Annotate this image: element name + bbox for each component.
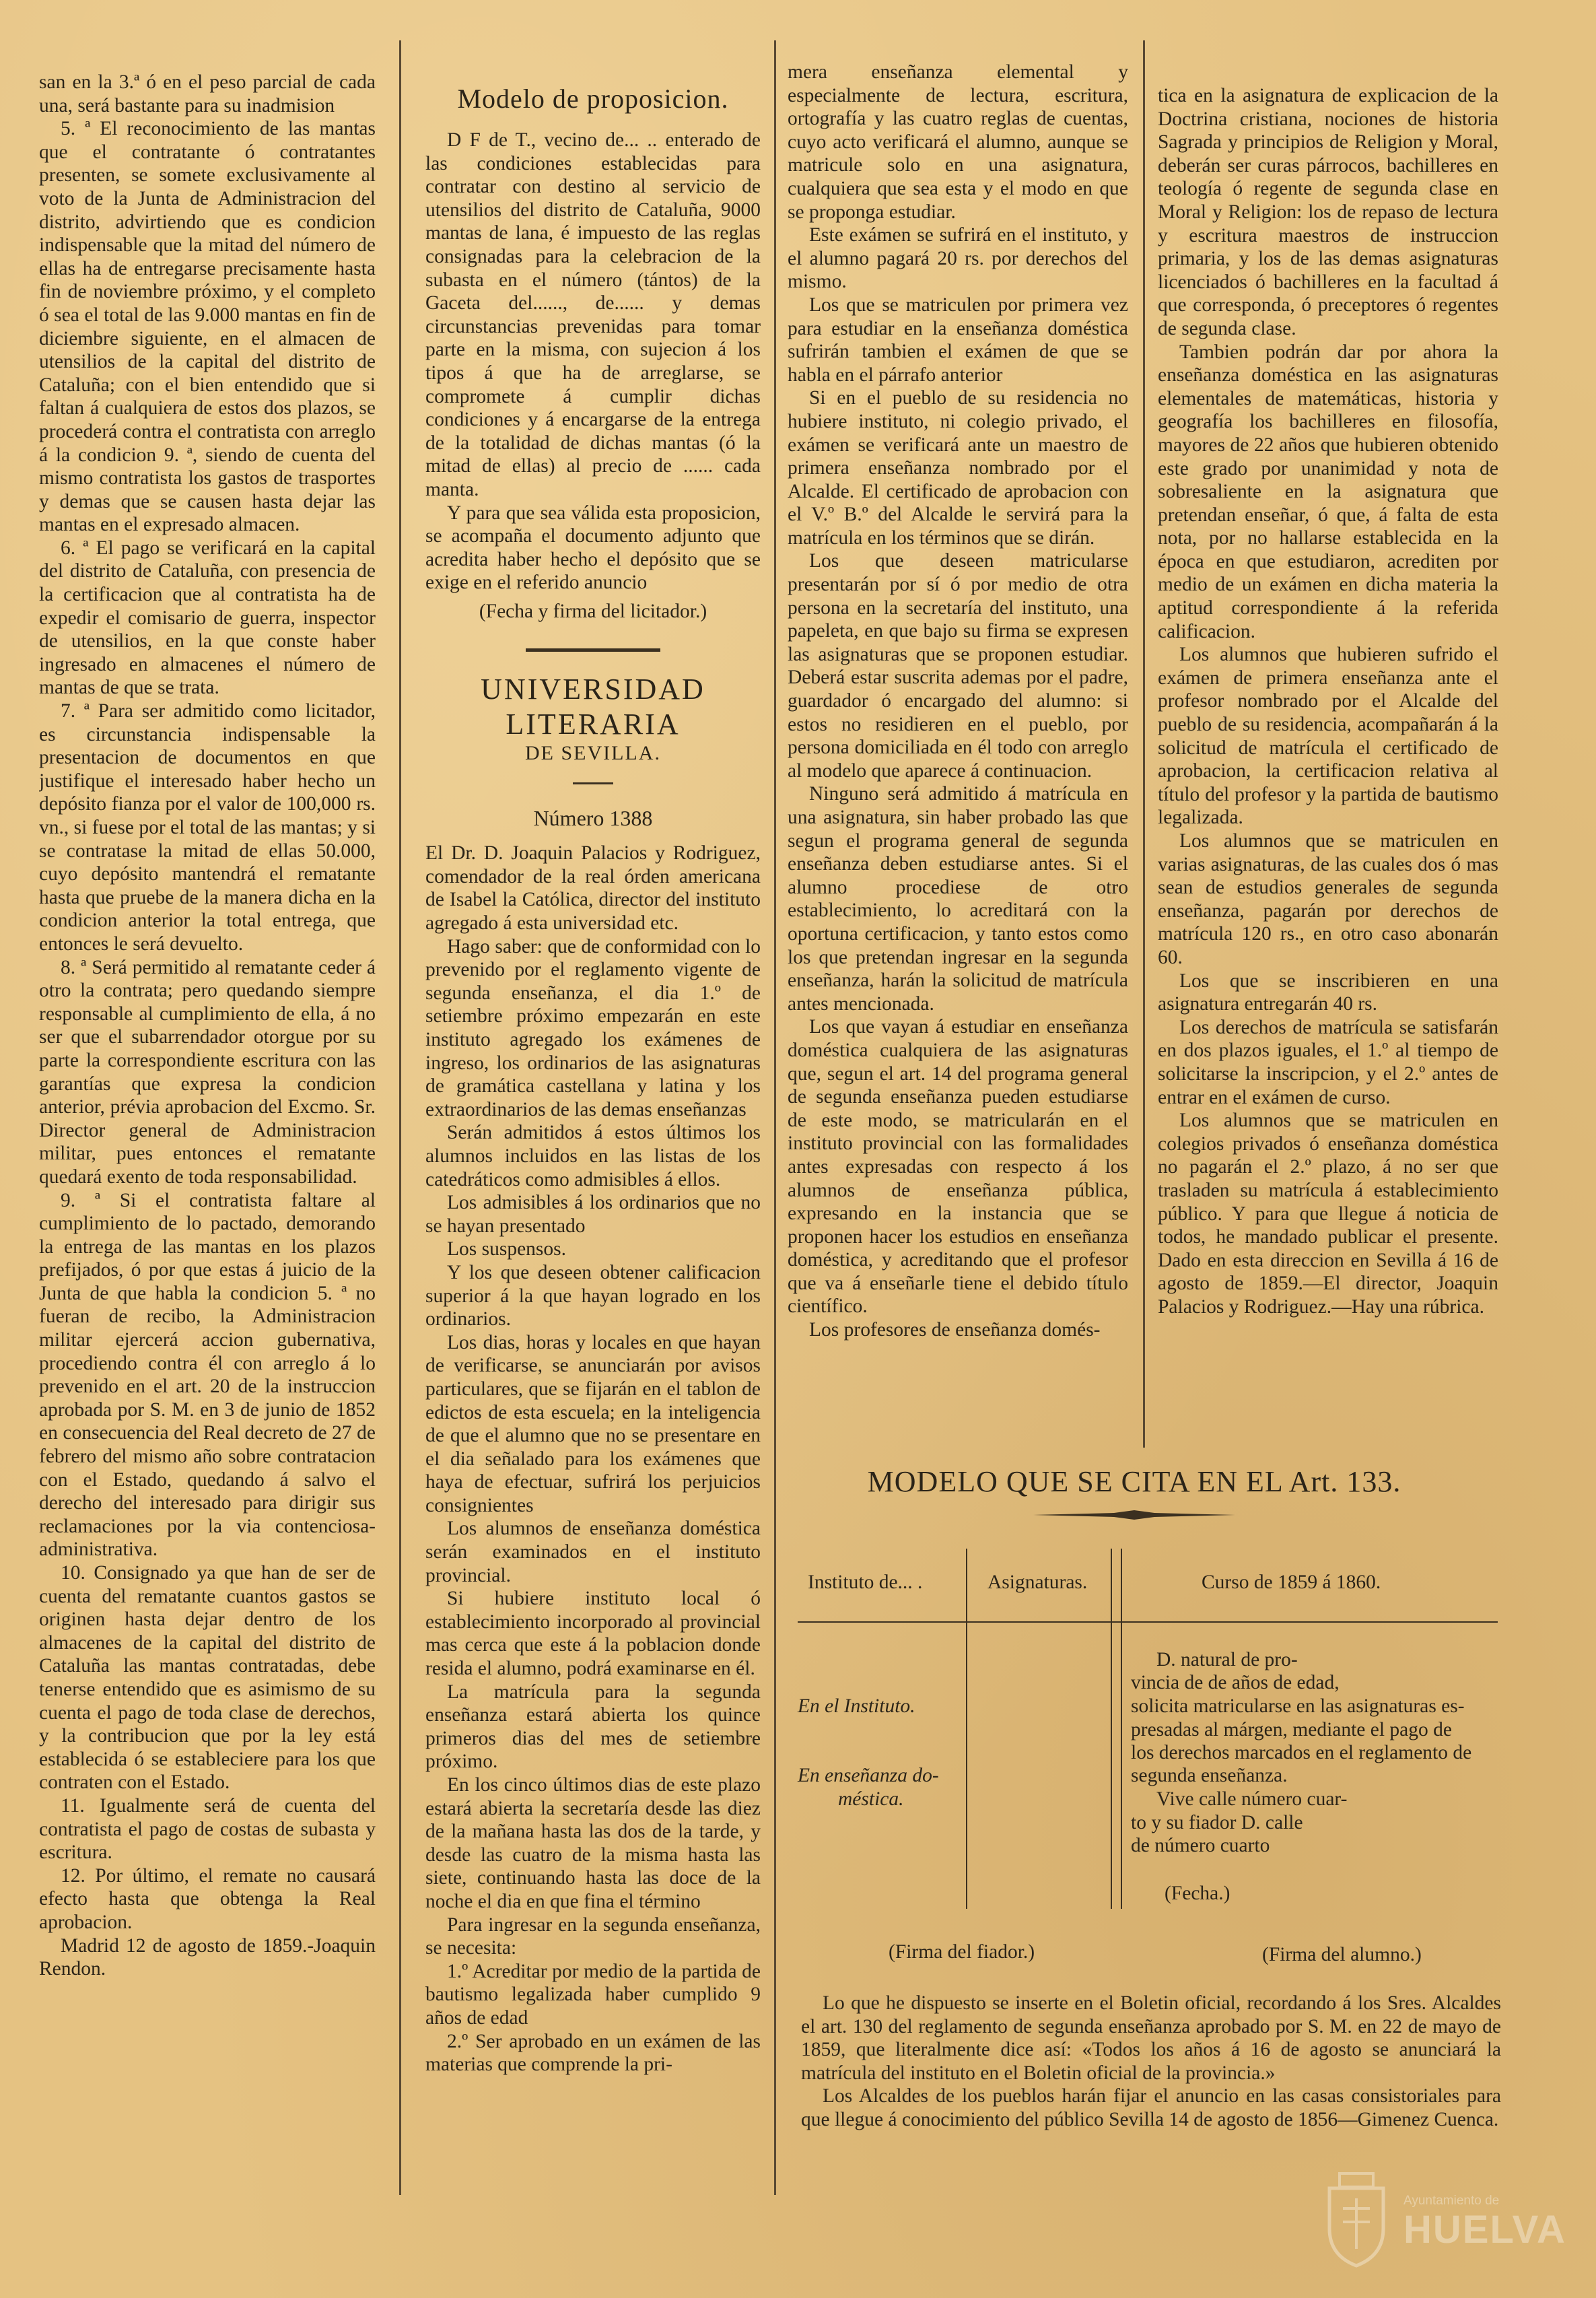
university-subtitle: DE SEVILLA. <box>525 742 661 765</box>
paragraph: Si hubiere instituto local ó establecimiento incorporado al provincial mas cerca que este á la poblacion donde resida el alumno, podrá examinarse en él. <box>425 1588 761 1680</box>
paragraph: Ninguno será admitido á matrícula en una asignatura, sin haber probado las que segun el programa general de segunda enseñanza deben estudiarse antes. Si el alumno procediese de otro establecimiento, lo acreditará con la oportuna certificacion, y tanto estos como los que pretendan ingresar en la segunda enseñanza, harán la solicitud de matrícula antes mencionada. <box>788 783 1128 1015</box>
paragraph: Los alumnos que hubieren sufrido el exámen de primera enseñanza ante el profesor nombrado por el Alcalde del pueblo de su residencia, acompañarán á la solicitud de matrícula el certificado de aprobacion, la certificacion relativa al título del profesor y la partida de bautismo legalizada. <box>1158 644 1498 829</box>
stamp-line-1: Ayuntamiento de <box>1403 2194 1500 2208</box>
paragraph: Los profesores de enseñanza domés- <box>809 1319 1101 1341</box>
paragraph: Los alumnos de enseñanza doméstica serán examinados en el instituto provincial. <box>425 1518 761 1586</box>
table-rule <box>1111 1549 1112 1909</box>
paragraph: tica en la asignatura de explicacion de la Doctrina cristiana, nociones de historia Sagrada y principios de Religion y Moral, deberán ser curas párrocos, bachilleres en teología ó regente de segunda clase en Moral y Religion: los de repaso de lectura y escritura maestros de instruccion primaria, y los de las demas asignaturas licenciados ó bachilleres en la facultad á que corresponda, ó preceptores ó regentes de segunda clase. <box>1158 85 1498 339</box>
header-curso: Curso de 1859 á 1860. <box>1202 1572 1381 1593</box>
paragraph: Los Alcaldes de los pueblos harán fijar el anuncio en las casas consistoriales para que llegue á conocimiento del público Sevilla 14 de agosto de 1856—Gimenez Cuenca. <box>801 2085 1501 2130</box>
ornament-divider <box>1033 1510 1235 1520</box>
paragraph: Si en el pueblo de su residencia no hubiere instituto, ni colegio privado, el exámen se verificará ante un maestro de primera enseñanza nombrado por el Alcalde. El certificado de aprobacion con el V.º B.º del Alcalde le servirá para la matrícula en los términos que se dirán. <box>788 387 1128 549</box>
paragraph: 6. ª El pago se verificará en la capital del distrito de Cataluña, con presencia de la certificacion que al contratista ha de expedir el comisario de guerra, inspector de utensilios, en la que conste haber ingresado en almacenes el número de mantas de que se trata. <box>39 537 376 699</box>
paragraph: Los que deseen matricularse presentarán por sí ó por medio de otra persona en la secretaría del instituto, una papeleta, en que bajo su firma se expresen las asignaturas que se proponen estudiar. Deberá estar suscrita ademas por el padre, guardador ó encargado del alumno: si estos no residieren en el pueblo, por persona domiciliada en él todo con arreglo al modelo que aparece á continuacion. <box>788 550 1128 782</box>
watermark-stamp <box>1316 2168 1566 2269</box>
fecha-line: (Fecha y firma del licitador.) <box>479 600 707 622</box>
column-4 <box>1158 84 1498 1458</box>
model-title: Modelo de proposicion. <box>457 83 729 114</box>
paragraph: Los que se inscribieren en una asignatura entregarán 40 rs. <box>1158 970 1498 1015</box>
paragraph: 8. ª Será permitido al rematante ceder á otro la contrata; pero quedando siempre responsable al cumplimiento de ella, á no ser que el subarrendador otorgue por su parte la correspondiente escritura con las garantías que expresa la condicion anterior, prévia aprobacion del Excmo. Sr. Director general de Administracion militar, pues entonces el rematante quedará exento de toda responsabilidad. <box>39 956 376 1188</box>
form-line: to y su fiador D. calle <box>1131 1812 1303 1833</box>
paragraph: 1.º Acreditar por medio de la partida de bautismo legalizada haber cumplido 9 años de edad <box>425 1960 761 2029</box>
paragraph: 7. ª Para ser admitido como licitador, es circunstancia indispensable la presentacion de documentos en que justifique el interesado haber hecho un depósito fianza por el valor de 100,000 rs. vn., si fuese por el total de las mantas; y si se contratase la mitad de ellas 50.000, cuyo depósito mantendrá el rematante hasta que pruebe de la manera dicha en la condicion anterior la total entrega, que entonces le será devuelto. <box>39 700 376 955</box>
paragraph: Los que vayan á estudiar en enseñanza doméstica cualquiera de las asignaturas que, segun el art. 14 del programa general de segunda enseñanza pueden estudiarse de este modo, se matricularán en el instituto provincial con las formalidades antes expresadas con respecto á los alumnos de enseñanza pública, expresando en la instancia que se proponen hacer los estudios en enseñanza doméstica, y acreditando que el profesor que va á enseñarle tiene el debido título científico. <box>788 1016 1128 1318</box>
paragraph: Los alumnos que se matriculen en colegios privados ó enseñanza doméstica no pagarán el 2.º plazo, á no ser que trasladen su matrícula á establecimiento público. Y para que llegue á noticia de todos, he mandado publicar el presente. Dado en esta direccion en Sevilla á 16 de agosto de 1859.—El director, Joaquin Palacios y Rodriguez.—Hay una rúbrica. <box>1158 1110 1498 1318</box>
paragraph: El Dr. D. Joaquin Palacios y Rodriguez, comendador de la real órden americana de Isabel la Católica, director del instituto agregado á esta universidad etc. <box>425 842 761 935</box>
paragraph: san en la 3.ª ó en el peso parcial de cada una, será bastante para su inadmision <box>39 71 376 116</box>
paragraph: Los alumnos que se matriculen en varias asignaturas, de las cuales dos ó mas sean de estudios generales de segunda enseñanza, pagarán por derechos de matrícula 120 rs., en otro caso abonarán 60. <box>1158 830 1498 968</box>
dash-divider <box>425 767 761 790</box>
form-fecha: (Fecha.) <box>1165 1883 1230 1904</box>
table-rule <box>1121 1549 1122 1909</box>
paragraph: Los derechos de matrícula se satisfarán en dos plazos iguales, el 1.º al tiempo de solicitarse la inscripcion, y el 2.º antes de entrar en el exámen de curso. <box>1158 1016 1498 1108</box>
table-rule <box>966 1549 967 1909</box>
signature-line: Madrid 12 de agosto de 1859.-Joaquin Rendon. <box>39 1934 376 1980</box>
label-en-domestica: En enseñanza do- <box>798 1765 939 1786</box>
issue-number: Número 1388 <box>533 805 653 830</box>
column-rule <box>399 40 401 2195</box>
paragraph: D F de T., vecino de... .. enterado de las condiciones establecidas para contratar con destino al servicio de utensilios del distrito de Cataluña, 9000 mantas de lana, é impuesto de las reglas consignadas para la celebracion de la subasta en el número (tántos) de la Gaceta del......, de...... y demas circunstancias prevenidas para tomar parte en la misma, con sujecion á los tipos á que ha de arreglarse, se compromete á cumplir dichas condiciones y á encargarse de la entrega de la totalidad de dichas mantas (ó la mitad de ellas) al precio de ...... cada manta. <box>425 129 761 500</box>
paragraph: 12. Por último, el remate no causará efecto hasta que obtenga la Real aprobacion. <box>39 1864 376 1933</box>
paragraph: Para ingresar en la segunda enseñanza, se necesita: <box>425 1914 761 1959</box>
firma-alumno: (Firma del alumno.) <box>1262 1944 1422 1965</box>
paragraph: Y para que sea válida esta proposicion, se acompaña el documento adjunto que acredita haber hecho el depósito que se exige en el referido anuncio <box>425 502 761 594</box>
paragraph: Los que se matriculen por primera vez para estudiar en la enseñanza doméstica sufrirán tambien el exámen de que se habla en el párrafo anterior <box>788 294 1128 386</box>
form-line: de número cuarto <box>1131 1835 1270 1856</box>
stamp-line-2: HUELVA <box>1403 2208 1566 2252</box>
form-line: los derechos marcados en el reglamento de <box>1131 1742 1472 1763</box>
paragraph: 10. Consignado ya que han de ser de cuenta del rematante cuantos gastos se originen hasta dejar dentro de los almacenes de la capital del distrito de Cataluña las mantas contratadas, debe tenerse entendido que es asimismo de su cuenta el pago de toda clase de derechos, y la contribucion que por la ley está establecida ó se estableciere para los que contraten con el Estado. <box>39 1562 376 1794</box>
university-title: UNIVERSIDAD LITERARIA <box>481 673 705 741</box>
coat-of-arms-icon <box>1316 2168 1397 2269</box>
paragraph: Y los que deseen obtener calificacion superior á la que hayan logrado en los ordinarios. <box>425 1261 761 1330</box>
paragraph: 2.º Ser aprobado en un exámen de las materias que comprende la pri- <box>425 2030 761 2076</box>
paragraph: 9. ª Si el contratista faltare al cumplimiento de lo pactado, demorando la entrega de las mantas en los plazos prefijados, ó por que estas á juicio de la Junta de que habla la condicion 5. ª no fueran de recibo, la Administracion militar ejercerá accion gubernativa, procediendo contra él con arreglo á lo prevenido en el art. 20 de la instruccion aprobada por S. M. en 3 de junio de 1852 en consecuencia del Real decreto de 27 de febrero del mismo año sobre contratacion con el Estado, quedando á salvo el derecho del interesado para dirigir sus reclamaciones por la via contenciosa-administrativa. <box>39 1189 376 1561</box>
paragraph: Los suspensos. <box>447 1238 567 1260</box>
closing-notice <box>801 1992 1501 2132</box>
paragraph: mera enseñanza elemental y especialmente de lectura, escritura, ortografía y las cuatro reglas de cuentas, cuyo acto verificará el alumno, aunque se matricule solo en una asignatura, cualquiera que sea esta y el modo en que se proponga estudiar. <box>788 61 1128 223</box>
header-asignaturas: Asignaturas. <box>987 1572 1088 1593</box>
label-en-instituto: En el Instituto. <box>798 1695 915 1717</box>
paragraph: Los admisibles á los ordinarios que no se hayan presentado <box>425 1192 761 1237</box>
form-line: vincia de de años de edad, <box>1131 1672 1340 1693</box>
column-rule <box>1143 40 1145 1448</box>
label-en-domestica: méstica. <box>838 1788 904 1810</box>
paragraph: 5. ª El reconocimiento de las mantas que el contratante ó contratantes presenten, se somete exclusivamente al voto de la Junta de Administracion del distrito, advirtiendo que es condicion indispensable que la mitad del número de ellas ha de entregarse precisamente hasta fin de noviembre próximo, y el completo ó sea el total de las 9.000 mantas en fin de diciembre siguiente, en el almacen de utensilios de la capital del distrito de Cataluña; con el bien entendido que si faltan á cualquiera de estos dos plazos, se procederá contra el contratista con arreglo á la condicion 9. ª, siendo de cuenta del mismo contratista los gastos de trasportes y demas que se causen hasta dejar las mantas en el expresado almacen. <box>39 118 376 536</box>
form-line: D. natural de pro- <box>1156 1649 1298 1670</box>
form-line: segunda enseñanza. <box>1131 1765 1288 1786</box>
paragraph: En los cinco últimos dias de este plazo estará abierta la secretaría desde las diez de la mañana hasta las dos de la tarde, y desde las cuatro de la misma hasta las siete, continuando hasta las doce de la noche el dia en que fina el término <box>425 1774 761 1912</box>
column-2 <box>425 71 761 2192</box>
column-rule <box>774 40 776 2195</box>
paragraph: Lo que he dispuesto se inserte en el Boletin oficial, recordando á los Sres. Alcaldes el art. 130 del reglamento de segunda enseñanza aprobado por S. M. en 22 de mayo de 1859, que literalmente dice así: «Todos los años á 16 de agosto se anunciará la matrícula del instituto en el Boletin oficial de la provincia.» <box>801 1992 1501 2084</box>
paragraph: Serán admitidos á estos últimos los alumnos incluidos en las listas de los catedráticos como admisibles á ellos. <box>425 1122 761 1190</box>
paragraph: Este exámen se sufrirá en el instituto, y el alumno pagará 20 rs. por derechos del mismo. <box>788 224 1128 293</box>
form-line: presadas al márgen, mediante el pago de <box>1131 1719 1452 1741</box>
table-rule <box>798 1621 1498 1623</box>
column-3 <box>788 61 1128 1434</box>
column-1 <box>39 71 376 2192</box>
paragraph: Hago saber: que de conformidad con lo prevenido por el reglamento vigente de segunda enseñanza, el dia 1.º de setiembre próximo empezarán en este instituto agregado los exámenes de ingreso, los ordinarios de las asignaturas de gramática castellana y latina y los extraordinarios de las demas enseñanzas <box>425 935 761 1120</box>
header-instituto: Instituto de... . <box>808 1572 923 1593</box>
firma-fiador: (Firma del fiador.) <box>889 1941 1035 1963</box>
paragraph: Tambien podrán dar por ahora la enseñanza doméstica en las asignaturas elementales de matemáticas, historia y geografía los bachilleres en filosofía, mayores de 22 años que hubieren obtenido este grado por unanimidad y nota de sobresaliente en la asignatura que pretendan enseñar, ó que, á falta de esta nota, por no hallarse establecida en la época en que estudiaron, acrediten por medio de un exámen en dicha materia la aptitud correspondiente á la referida calificacion. <box>1158 341 1498 642</box>
form-line: solicita matricularse en las asignaturas es- <box>1131 1695 1465 1717</box>
form-title: MODELO QUE SE CITA EN EL Art. 133. <box>867 1465 1401 1498</box>
section-divider <box>526 648 660 652</box>
paragraph: Los dias, horas y locales en que hayan de verificarse, se anunciarán por avisos particulares, que se fijarán en el tablon de edictos de esta escuela; en la inteligencia de que el alumno que no se presentare en el dia señalado para los exámenes que haya de efectuar, sufrirá los perjuicios consignientes <box>425 1331 761 1516</box>
paragraph: 11. Igualmente será de cuenta del contratista el pago de costas de subasta y escritura. <box>39 1794 376 1864</box>
form-line: Vive calle número cuar- <box>1156 1788 1348 1810</box>
paragraph: La matrícula para la segunda enseñanza estará abierta los quince primeros dias del mes de setiembre próximo. <box>425 1681 761 1773</box>
